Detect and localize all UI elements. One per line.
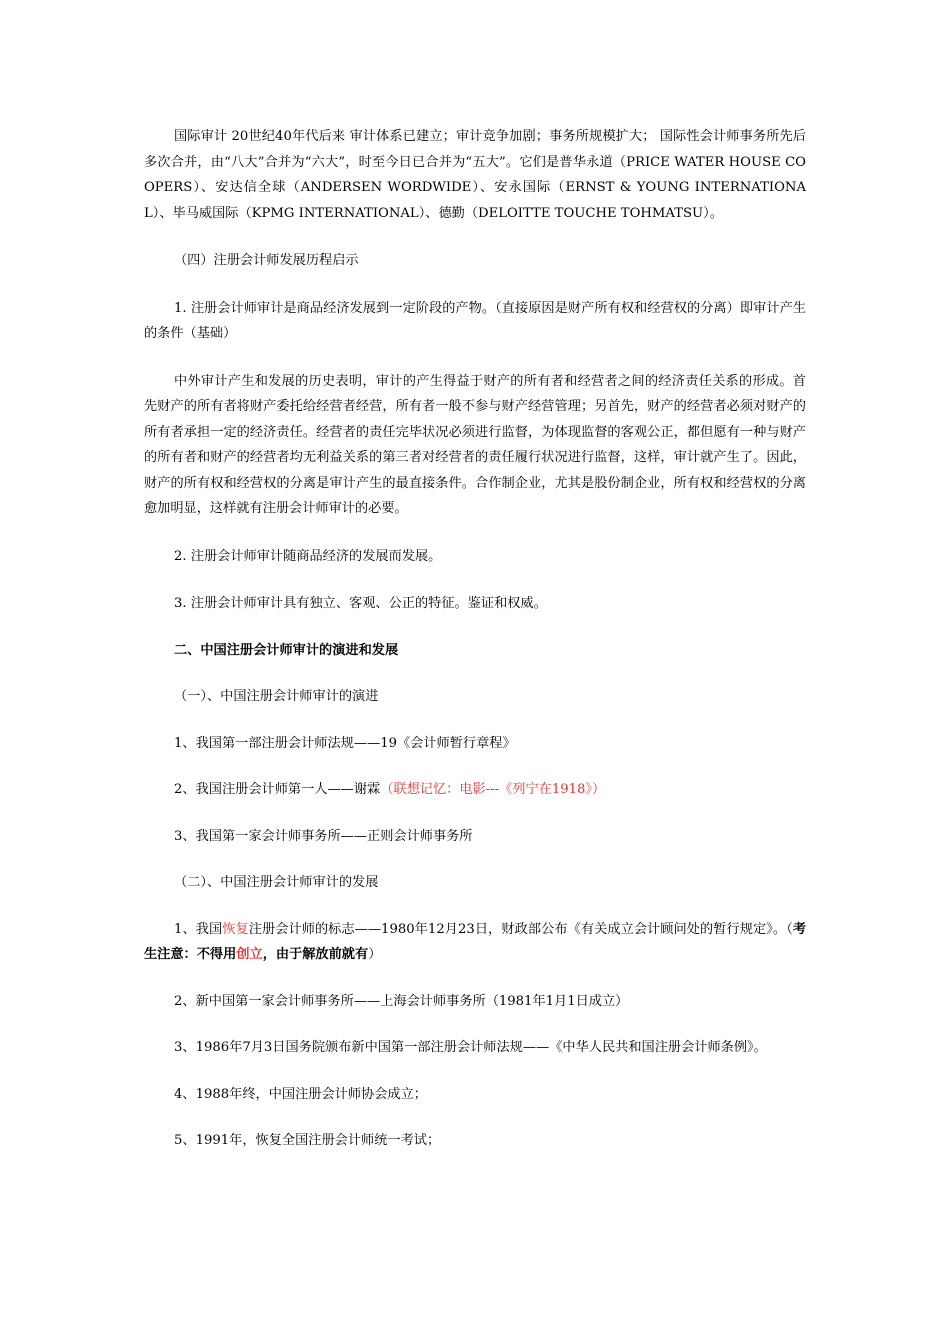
point-2-paragraph: 2. 注册会计师审计随商品经济的发展而发展。 bbox=[174, 548, 442, 564]
development-heading: （二）、中国注册会计师审计的发展 bbox=[174, 875, 379, 890]
restore-highlight: 恢复 bbox=[222, 921, 249, 937]
history-paragraph: 中外审计产生和发展的历史表明，审计的产生得益于财产的所有者和经营者之间的经济责任关系的形成。首先财产的所有者将财产委托给经营者经营，所有者一般不参与财产经营管理；另首先，财产的经营者必须对财产的所有者承担一定的经济责任。经营者的责任完毕状况必须进行监督，为体现监督的客观公正，都但愿有一种与财产的所有者和财产的经营者均无利益关系的第三者对经营者的责任履行状况进行监督，这样，审计就产生了。因此，财产的所有权和经营权的分离是审计产生的最直接条件。合作制企业，尤其是股份制企业，所有权和经营权的分离愈加明显，这样就有注册会计师审计的必要。 bbox=[144, 373, 806, 516]
evolution-item-3: 3、我国第一家会计师事务所——正则会计师事务所 bbox=[174, 828, 473, 844]
point-3-paragraph: 3. 注册会计师审计具有独立、客观、公正的特征。鉴证和权威。 bbox=[174, 596, 547, 611]
section4-heading: （四）注册会计师发展历程启示 bbox=[174, 253, 359, 268]
part2-heading: 二、中国注册会计师审计的演进和发展 bbox=[174, 642, 399, 658]
document-page bbox=[144, 124, 806, 1154]
evolution-item-2 bbox=[144, 777, 806, 803]
development-item-5: 5、1991年，恢复全国注册会计师统一考试； bbox=[174, 1133, 441, 1148]
exam-note-a: 考生注意：不得用 bbox=[144, 921, 807, 962]
development-item-1 bbox=[144, 917, 806, 968]
development-item-1-body: 注册会计师的标志——1980年12月23日，财政部公布《有关成立会计顾问处的暂行规定》。（ bbox=[248, 921, 793, 937]
exam-note-b: ，由于解放前就有 bbox=[262, 947, 369, 962]
mnemonic-note: （联想记忆：电影---《列宁在1918》） bbox=[380, 782, 606, 797]
development-item-2: 2、新中国第一家会计师事务所——上海会计师事务所（1981年1月1日成立） bbox=[174, 993, 629, 1009]
development-item-3: 3、1986年7月3日国务院颁布新中国第一部注册会计师法规——《中华人民共和国注册会计师条例》。 bbox=[174, 1040, 767, 1055]
development-item-1-prefix: 1、我国 bbox=[174, 921, 223, 937]
evolution-heading: （一）、中国注册会计师审计的演进 bbox=[174, 689, 379, 704]
point-1-paragraph: 1. 注册会计师审计是商品经济发展到一定阶段的产物。（直接原因是财产所有权和经营权的分离）即审计产生的条件（基础） bbox=[144, 300, 806, 341]
development-item-4: 4、1988年终，中国注册会计师协会成立； bbox=[174, 1086, 427, 1102]
evolution-item-1: 1、我国第一部注册会计师法规——19《会计师暂行章程》 bbox=[174, 735, 516, 751]
evolution-item-2-text: 2、我国注册会计师第一人——谢霖 bbox=[174, 782, 381, 797]
intl-audit-paragraph: 国际审计 20世纪40年代后来 审计体系已建立；审计竞争加剧；事务所规模扩大； 国际性会计师事务所先后多次合并，由“八大”合并为“六大”，时至今日已合并为“五大”。它们是普华永道（PRICE WATER HOUSE COOPERS）、安达信全球（ANDERSEN WORDWIDE）、安永国际（ERNST & YOUNG INTERNATIONAL）、毕马威国际（KPMG INTERNATIONAL）、德勤（DELOITTE TOUCHE TOHMATSU）。 bbox=[144, 129, 806, 221]
development-item-1-close: ） bbox=[368, 947, 382, 962]
create-highlight: 创立 bbox=[236, 947, 263, 962]
